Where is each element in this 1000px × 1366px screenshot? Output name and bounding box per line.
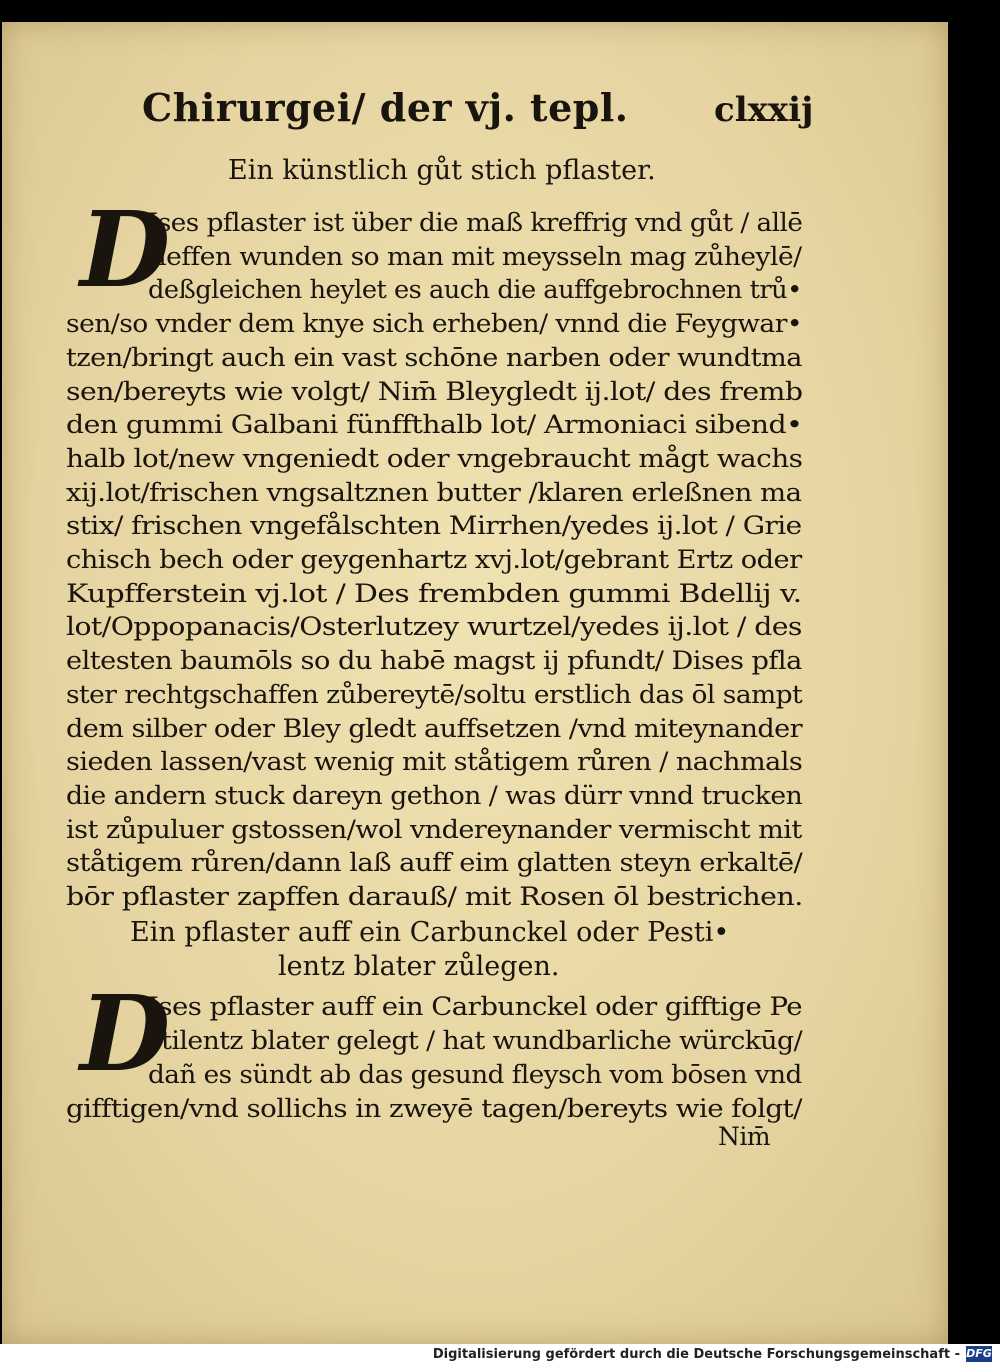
text-line: dem silber oder Bley gledt auffsetzen /vnd miteynander [66, 713, 803, 743]
initial-letter: D [80, 972, 171, 1095]
section-heading: Ein künstlich gůt stich pflaster. [228, 155, 656, 186]
text-line: sen/bereyts wie volgt/ Nim̄ Bleygledt ij.lot/ des fremb [66, 376, 803, 406]
section-heading: Ein pflaster auff ein Carbunckel oder Pesti• [130, 917, 730, 948]
footer-bar [0, 1344, 1000, 1366]
text-line: dañ es sündt ab das gesund fleysch vom bōsen vnd [148, 1060, 802, 1089]
section-heading: lentz blater zůlegen. [278, 951, 560, 982]
text-line: xij.lot/frischen vngsaltznen butter /klaren erleßnen ma [66, 477, 802, 507]
footer-credit: Digitalisierung gefördert durch die Deutsche Forschungsgemeinschaft - [432, 1347, 960, 1362]
folio-number: clxxij [714, 90, 814, 130]
text-line: deßgleichen heylet es auch die auffgebrochnen trů• [148, 275, 802, 305]
text-line: halb lot/new vngeniedt oder vngebraucht mågt wachs [66, 443, 803, 473]
initial-letter: D [80, 188, 171, 311]
text-line: ståtigem růren/dann laß auff eim glatten steyn erkaltē/ [66, 848, 803, 878]
dfg-logo: DFG [966, 1347, 992, 1360]
text-line: Ises pflaster auff ein Carbunckel oder gifftige Pe [148, 992, 802, 1021]
text-line: Ises pflaster ist über die maß kreffrig vnd gůt / allē [148, 208, 803, 237]
text-line: ster rechtgschaffen zůbereytē/soltu erstlich das ōl sampt [66, 679, 803, 709]
text-line: lot/Oppopanacis/Osterlutzey wurtzel/yedes ij.lot / des [66, 612, 802, 642]
text-line: sieden lassen/vast wenig mit ståtigem růren / nachmals [66, 747, 803, 777]
text-line: stilentz blater gelegt / hat wundbarliche würckūg/ [148, 1026, 803, 1055]
text-line: bōr pflaster zapffen darauß/ mit Rosen ōl bestrichen. [66, 882, 803, 911]
text-line: ist zůpuluer gstossen/wol vndereynander vermischt mit [66, 814, 802, 844]
text-line: sen/so vnder dem knye sich erheben/ vnnd die Feygwar• [66, 309, 802, 339]
text-line: gifftigen/vnd sollichs in zweyē tagen/bereyts wie folgt/ [66, 1094, 802, 1123]
text-line: den gummi Galbani fünffthalb lot/ Armoniaci sibend• [66, 410, 803, 440]
text-line: die andern stuck dareyn gethon / was dürr vnnd trucken [66, 780, 803, 810]
text-line: tzen/bringt auch ein vast schōne narben oder wundtma [66, 342, 802, 372]
book-page [2, 22, 948, 1344]
running-head: Chirurgei/ der vj. tepl. [142, 85, 629, 130]
text-line: Kupfferstein vj.lot / Des frembden gummi Bdellij v. [66, 578, 802, 608]
text-line: stix/ frischen vngefålschten Mirrhen/yedes ij.lot / Grie [66, 511, 802, 541]
text-line: eltesten baumōls so du habē magst ij pfundt/ Dises pfla [66, 646, 802, 676]
catchword: Nim̄ [718, 1122, 771, 1151]
text-line: chisch bech oder geygenhartz xvj.lot/gebrant Ertz oder [66, 545, 802, 574]
text-line: tieffen wunden so man mit meysseln mag zůheylē/ [148, 241, 802, 271]
